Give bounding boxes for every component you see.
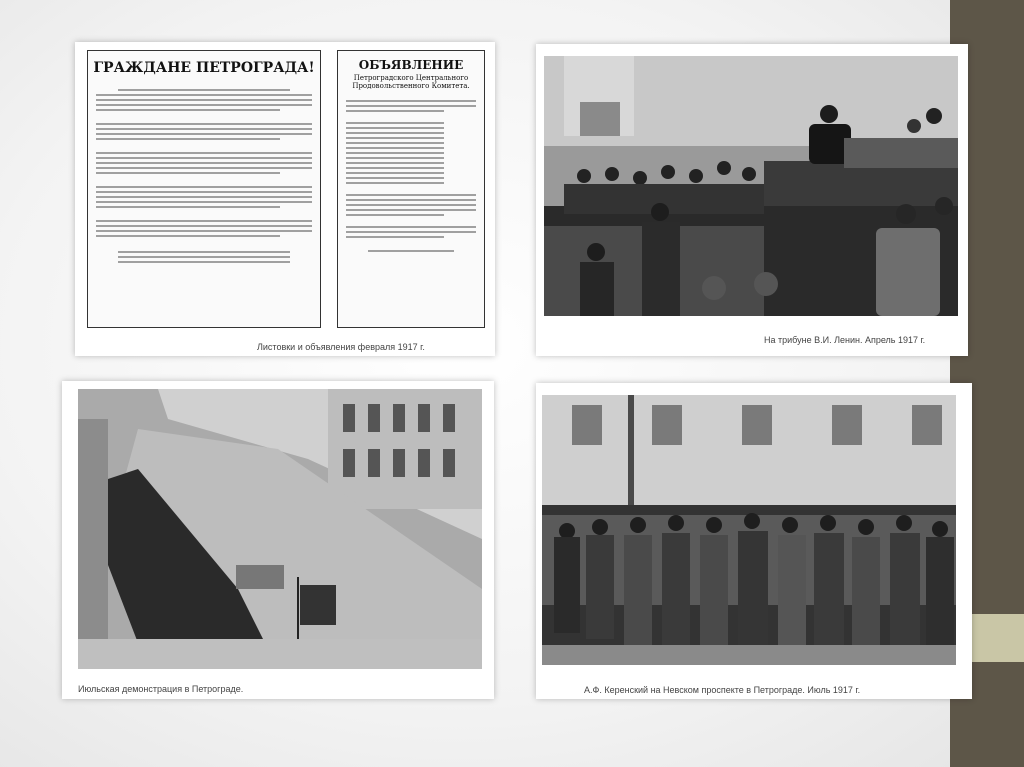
caption-lenin: На трибуне В.И. Ленин. Апрель 1917 г. — [764, 335, 926, 345]
panel-kerensky — [536, 383, 972, 699]
caption-kerensky: А.Ф. Керенский на Невском проспекте в Петрограде. Июль 1917 г. — [584, 685, 861, 695]
panel-leaflets — [75, 42, 495, 356]
panel-demonstration — [62, 381, 494, 699]
photo-kerensky-nevsky — [542, 395, 956, 665]
poster-left-title: ГРАЖДАНЕ ПЕТРОГРАДА! — [93, 60, 315, 76]
photo-july-demonstration — [78, 389, 482, 669]
caption-demonstration: Июльская демонстрация в Петрограде. — [78, 684, 244, 694]
caption-leaflets: Листовки и объявления февраля 1917 г. — [257, 342, 425, 352]
poster-left — [87, 50, 321, 328]
poster-right — [337, 50, 485, 328]
poster-right-title: ОБЪЯВЛЕНИЕ — [358, 58, 464, 72]
photo-lenin-tribune — [544, 56, 958, 316]
panel-lenin — [536, 44, 968, 356]
poster-right-subtitle: Петроградского Центрального Продовольственного Комитета. — [352, 74, 470, 90]
